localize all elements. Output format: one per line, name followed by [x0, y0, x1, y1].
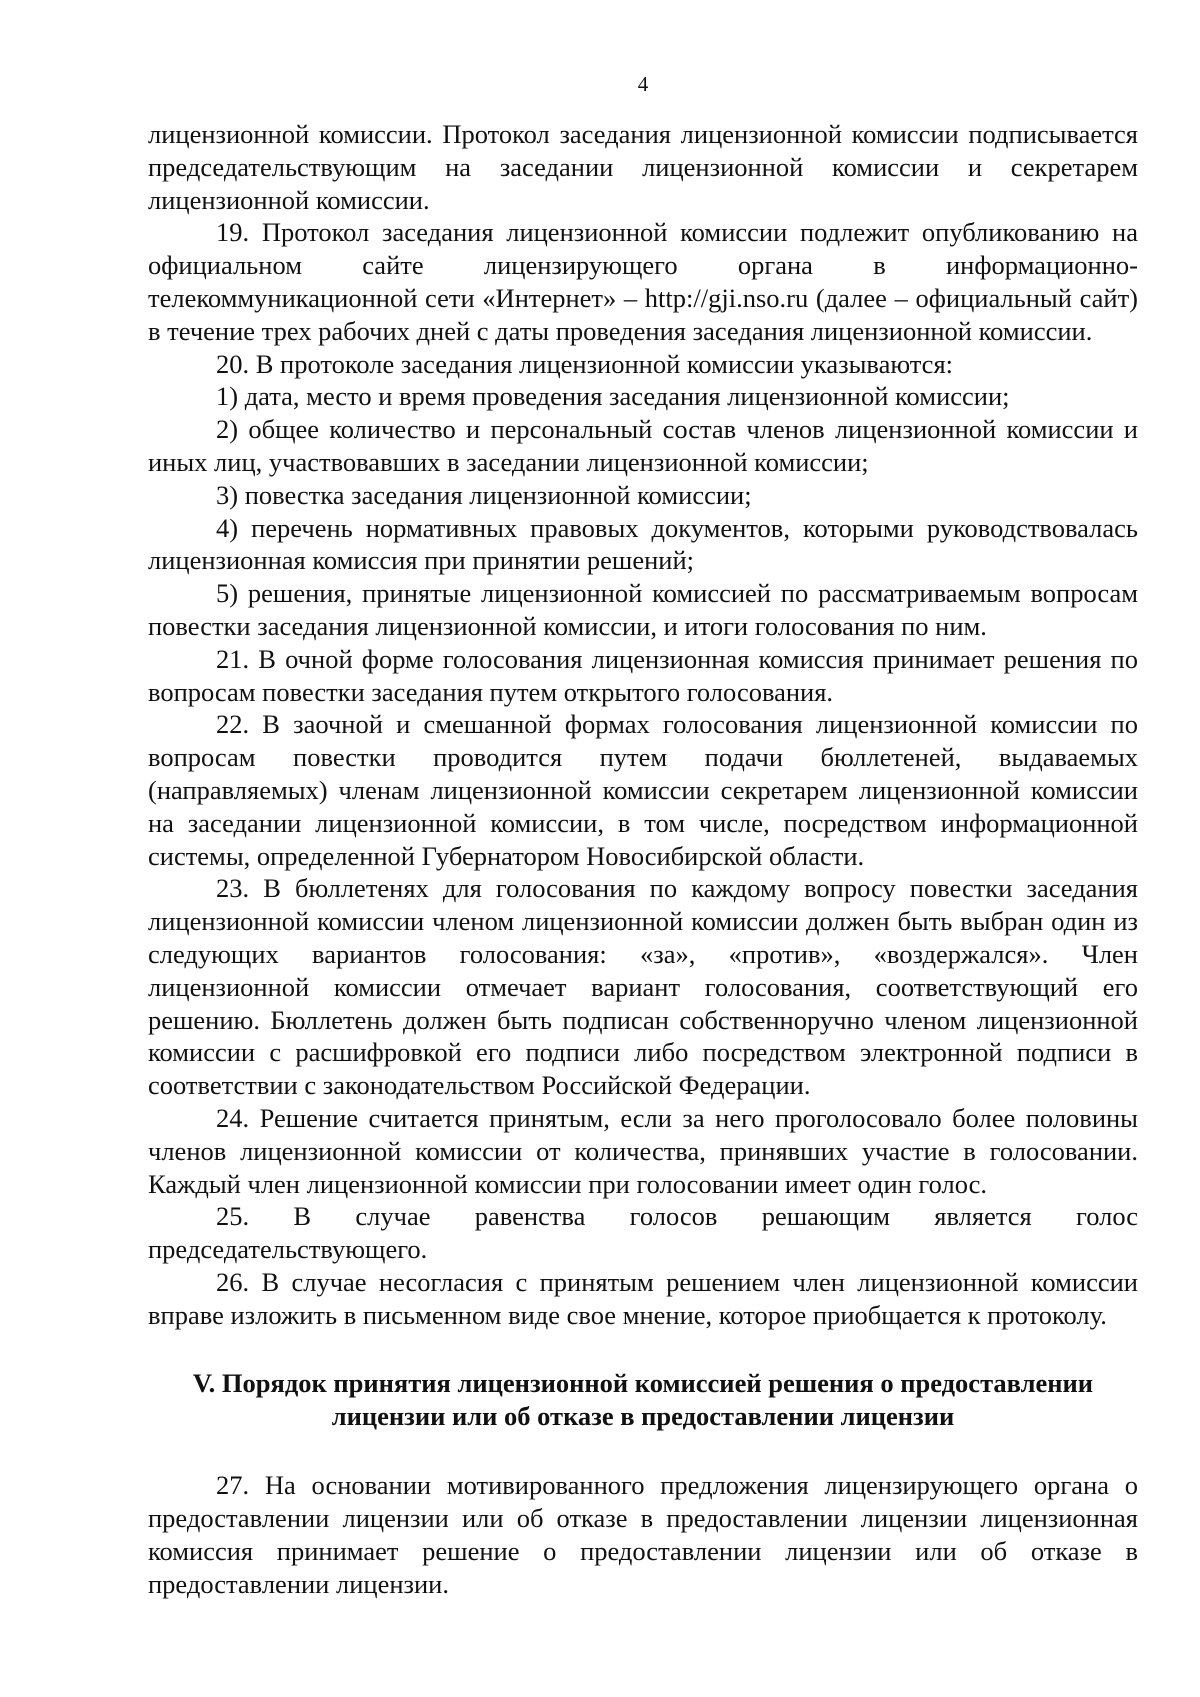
- list-item-1: 1) дата, место и время проведения заседания лицензионной комиссии;: [216, 381, 1010, 412]
- paragraph-continuation: лицензионной комиссии. Протокол заседания лицензионной комиссии подписывается председательствующим на заседании лицензионной комиссии и секретарем лицензионной комиссии.: [148, 119, 1138, 215]
- paragraph-24: 24. Решение считается принятым, если за него проголосовало более половины членов лицензионной комиссии от количества, принявших участие в голосовании. Каждый член лицензионной комиссии при голосовании имеет один голос.: [148, 1102, 1138, 1199]
- paragraph-27: 27. На основании мотивированного предложения лицензирующего органа о предоставлении лицензии или об отказе в предоставлении лицензии лицензионная комиссия принимает решение о предоставлении лицензии или об отказе в предоставлении лицензии.: [148, 1470, 1138, 1599]
- paragraph-26: 26. В случае несогласия с принятым решением член лицензионной комиссии вправе изложить в письменном виде свое мнение, которое приобщается к протоколу.: [148, 1266, 1138, 1330]
- document-body: [148, 118, 1138, 1601]
- paragraph-23: 23. В бюллетенях для голосования по каждому вопросу повестки заседания лицензионной комиссии членом лицензионной комиссии должен быть выбран один из следующих вариантов голосования: «за», «против», «воздержался». Член лицензионной комиссии отмечает вариант голосования, соответствующий его решению. Бюллетень должен быть подписан собственноручно членом лицензионной комиссии с расшифровкой его подписи либо посредством электронной подписи в соответствии с законодательством Российской Федерации.: [148, 873, 1138, 1101]
- page-number: 4: [637, 72, 649, 96]
- section-heading: [148, 1367, 1138, 1433]
- section-heading-line-2: лицензии или об отказе в предоставлении лицензии: [331, 1401, 955, 1432]
- section-heading-line-1: V. Порядок принятия лицензионной комиссией решения о предоставлении: [192, 1368, 1094, 1399]
- paragraph-22: 22. В заочной и смешанной формах голосования лицензионной комиссии по вопросам повестки проводится путем подачи бюллетеней, выдаваемых (направляемых) членам лицензионной комиссии секретарем лицензионной комиссии на заседании лицензионной комиссии, в том числе, посредством информационной системы, определенной Губернатором Новосибирской области.: [148, 709, 1138, 871]
- list-item-3: 3) повестка заседания лицензионной комиссии;: [216, 479, 752, 510]
- list-item-4: 4) перечень нормативных правовых документов, которыми руководствовалась лицензионная комиссия при принятии решений;: [148, 512, 1138, 576]
- paragraph-19: 19. Протокол заседания лицензионной комиссии подлежит опубликованию на официальном сайте лицензирующего органа в информационно-телекоммуникационной сети «Интернет» – http://gji.nso.ru (далее – официальный сайт) в течение трех рабочих дней с даты проведения заседания лицензионной комиссии.: [148, 217, 1138, 346]
- list-item-2: 2) общее количество и персональный состав членов лицензионной комиссии и иных лиц, участвовавших в заседании лицензионной комиссии;: [148, 414, 1138, 477]
- paragraph-21: 21. В очной форме голосования лицензионная комиссия принимает решения по вопросам повестки заседания путем открытого голосования.: [148, 643, 1138, 707]
- paragraph-25: 25. В случае равенства голосов решающим является голос председательствующего.: [148, 1201, 1138, 1265]
- list-item-5: 5) решения, принятые лицензионной комиссией по рассматриваемым вопросам повестки заседания лицензионной комиссии, и итоги голосования по ним.: [148, 578, 1138, 641]
- paragraph-20: 20. В протоколе заседания лицензионной комиссии указываются:: [216, 348, 953, 379]
